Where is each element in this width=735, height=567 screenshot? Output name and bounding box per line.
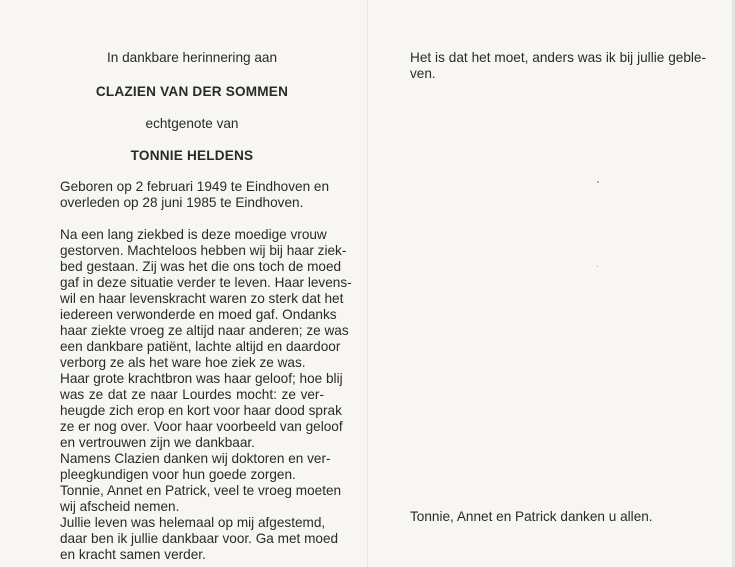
text-line: verborg ze als het ware hoe ziek ze was.: [60, 355, 306, 370]
birth-death-text: [60, 179, 330, 211]
farewell-quote: [410, 50, 706, 82]
text-line: en kracht samen verder.: [60, 547, 206, 562]
text-line: iedereen verwonderde en moed gaf. Ondanks: [60, 307, 337, 322]
card-fold: [367, 0, 368, 567]
deceased-name: CLAZIEN VAN DER SOMMEN: [95, 84, 289, 99]
left-panel: [60, 48, 352, 563]
text-line: Na een lang ziekbed is deze moedige vrouw: [60, 227, 327, 242]
closing-thanks: Tonnie, Annet en Patrick danken u allen.: [410, 509, 653, 524]
biography-text: [60, 227, 352, 563]
right-panel: [410, 50, 706, 82]
text-line: wil en haar levenskracht waren zo sterk dat het: [60, 291, 344, 306]
text-line: Namens Clazien danken wij doktoren en ver-: [60, 451, 331, 466]
text-line: Geboren op 2 februari 1949 te Eindhoven en: [60, 179, 330, 194]
text-line: gaf in deze situatie verder te leven. Haar levens-: [60, 275, 352, 290]
text-line: Het is dat het moet, anders was ik bij jullie geble-: [410, 50, 706, 65]
text-line: was ze dat ze naar Lourdes mocht: ze ver-: [60, 387, 324, 402]
text-line: Jullie leven was helemaal op mij afgestemd,: [60, 515, 326, 530]
relation-line: echtgenote van: [145, 116, 239, 131]
text-line: bed gestaan. Zij was het die ons toch de moed: [60, 259, 342, 274]
text-line: ze er nog over. Voor haar voorbeeld van geloof: [60, 419, 343, 434]
intro-line: In dankbare herinnering aan: [106, 50, 278, 65]
paper-speck: [597, 181, 599, 183]
text-line: gestorven. Machteloos hebben wij bij haar ziek-: [60, 243, 347, 258]
text-line: wij afscheid nemen.: [60, 499, 180, 514]
text-line: haar ziekte vroeg ze altijd naar anderen; ze was: [60, 323, 349, 338]
spouse-name: TONNIE HELDENS: [130, 148, 254, 163]
paper-speck: [597, 266, 598, 267]
text-line: Tonnie, Annet en Patrick, veel te vroeg moeten: [60, 483, 342, 498]
text-line: daar ben ik jullie dankbaar voor. Ga met moed: [60, 531, 339, 546]
text-line: en vertrouwen zijn we dankbaar.: [60, 435, 255, 450]
text-line: een dankbare patiënt, lachte altijd en daardoor: [60, 339, 341, 354]
text-line: pleegkundigen voor hun goede zorgen.: [60, 467, 296, 482]
text-line: Haar grote krachtbron was haar geloof; hoe blij: [60, 371, 343, 386]
text-line: ven.: [410, 66, 436, 81]
text-line: overleden op 28 juni 1985 te Eindhoven.: [60, 195, 304, 210]
text-line: heugde zich erop en kort voor haar dood sprak: [60, 403, 342, 418]
